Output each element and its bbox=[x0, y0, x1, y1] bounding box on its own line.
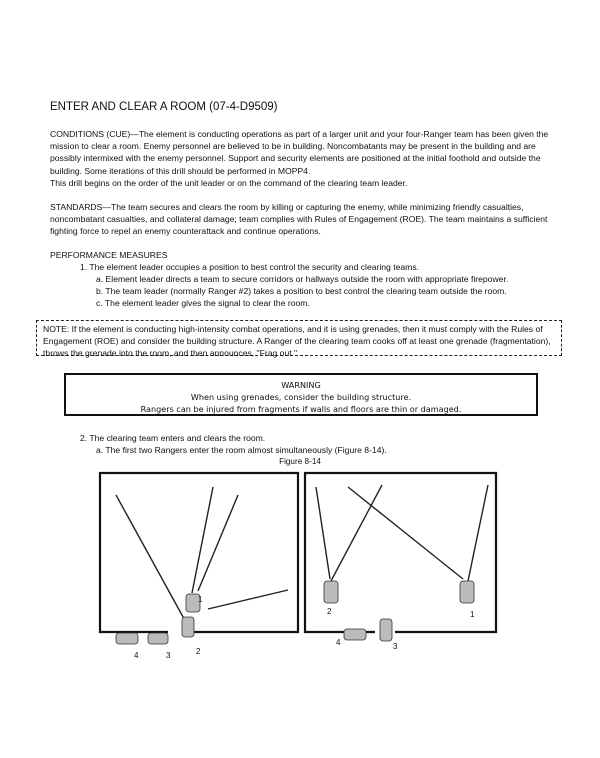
figure-8-14 bbox=[98, 469, 498, 669]
step-1a: a. Element leader directs a team to secure corridors or hallways outside the room with appropriate firepower. bbox=[96, 274, 509, 284]
step-1b: b. The team leader (normally Ranger #2) takes a position to best control the clearing team outside the room. bbox=[96, 286, 507, 296]
note-box: NOTE: If the element is conducting high-intensity combat operations, and it is using grenades, then it must comply with the Rules of Engagement (ROE) and consider the building structure. A Ranger of the clearing team cooks off at least one grenade (fragmentation), throws the grenade into the room, and then announces, "Frag out." bbox=[36, 320, 562, 356]
left-ranger-2 bbox=[182, 617, 194, 637]
step-2a: a. The first two Rangers enter the room almost simultaneously (Figure 8-14). bbox=[96, 445, 387, 455]
left-line-d bbox=[208, 590, 288, 609]
conditions-section bbox=[50, 128, 550, 189]
left-line-a bbox=[116, 495, 188, 626]
left-line-c bbox=[198, 495, 238, 591]
step-1: 1. The element leader occupies a position to best control the security and clearing teams. bbox=[80, 262, 420, 272]
left-label-3: 3 bbox=[166, 651, 171, 660]
right-line-a bbox=[316, 487, 330, 579]
right-label-2: 2 bbox=[327, 607, 332, 616]
left-label-4: 4 bbox=[134, 651, 139, 660]
step-1c: c. The element leader gives the signal to clear the room. bbox=[96, 298, 310, 308]
warning-box bbox=[64, 373, 538, 416]
warning-heading: WARNING bbox=[281, 380, 321, 390]
right-label-3: 3 bbox=[393, 642, 398, 651]
conditions-label: CONDITIONS (CUE) bbox=[50, 129, 131, 139]
performance-heading: PERFORMANCE MEASURES bbox=[50, 250, 168, 260]
left-label-1: 1 bbox=[198, 595, 203, 604]
right-ranger-3 bbox=[380, 619, 392, 641]
right-line-b bbox=[331, 485, 382, 581]
right-ranger-1 bbox=[460, 581, 474, 603]
page-title: ENTER AND CLEAR A ROOM (07-4-D9509) bbox=[50, 101, 278, 113]
right-room-walls bbox=[305, 473, 496, 632]
conditions-text: —The element is conducting operations as part of a larger unit and your four-Ranger team has been given the mission to clear a room. Enemy personnel are believed to be in building. Noncombatants may be present in the building and are possibly intermixed with the enemy personnel. Support and security elements are positioned at the initial foothold and outside the building. Some iterations of this drill should be performed in MOPP4. bbox=[50, 129, 549, 176]
left-ranger-4 bbox=[116, 633, 138, 644]
warning-line-1: When using grenades, consider the building structure. bbox=[190, 392, 412, 402]
warning-line-2: Rangers can be injured from fragments if walls and floors are thin or damaged. bbox=[140, 404, 462, 414]
step-2: 2. The clearing team enters and clears the room. bbox=[80, 433, 266, 443]
right-ranger-4 bbox=[344, 629, 366, 640]
left-ranger-3 bbox=[148, 633, 168, 644]
right-line-d bbox=[468, 485, 488, 581]
left-label-2: 2 bbox=[196, 647, 201, 656]
standards-label: STANDARDS bbox=[50, 202, 103, 212]
right-label-1: 1 bbox=[470, 610, 475, 619]
figure-caption: Figure 8-14 bbox=[279, 457, 321, 466]
standards-section bbox=[50, 201, 550, 238]
right-line-c bbox=[348, 487, 463, 579]
right-label-4: 4 bbox=[336, 638, 341, 647]
conditions-begin: This drill begins on the order of the unit leader or on the command of the clearing team leader. bbox=[50, 177, 408, 188]
right-ranger-2 bbox=[324, 581, 338, 603]
left-line-b bbox=[192, 487, 213, 593]
standards-text: —The team secures and clears the room by killing or capturing the enemy, while minimizing friendly casualties, noncombatant casualties, and collateral damage; team complies with Rules of Engagement (ROE). The team maintains a sufficient fighting force to repel an enemy counterattack and continue operations. bbox=[50, 202, 548, 237]
